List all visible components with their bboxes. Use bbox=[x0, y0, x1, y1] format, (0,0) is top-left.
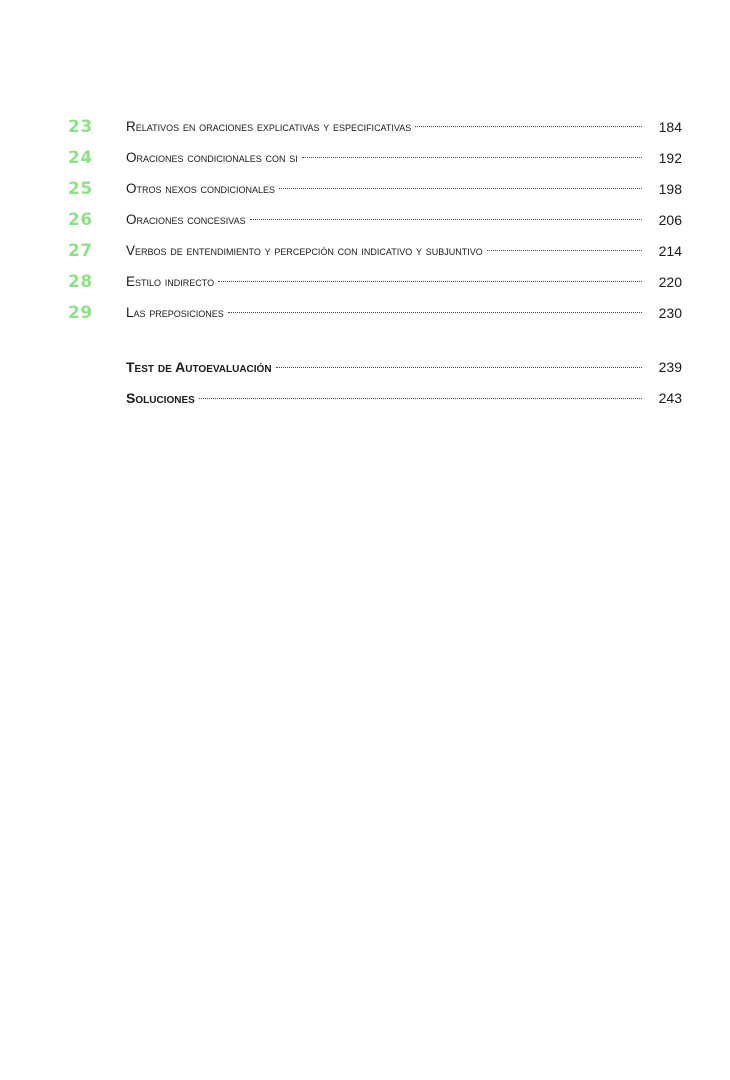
page-number: 243 bbox=[658, 390, 682, 406]
chapter-title: Relativos en oraciones explicativas y especificativas bbox=[126, 119, 412, 134]
dot-leader bbox=[302, 157, 642, 158]
chapter-number: 27 bbox=[68, 241, 93, 261]
chapter-number: 24 bbox=[68, 148, 93, 168]
chapter-title: Oraciones condicionales con si bbox=[126, 150, 298, 165]
toc-entry-25[interactable] bbox=[0, 177, 730, 201]
section-title: Soluciones bbox=[126, 390, 195, 406]
toc-entry-line bbox=[126, 146, 642, 170]
chapter-number: 23 bbox=[68, 117, 93, 137]
toc-entry-27[interactable] bbox=[0, 239, 730, 263]
toc-entry-line bbox=[126, 115, 642, 139]
toc-entry-28[interactable] bbox=[0, 270, 730, 294]
dot-leader bbox=[487, 250, 642, 251]
dot-leader bbox=[250, 219, 642, 220]
chapter-title: Oraciones concesivas bbox=[126, 212, 246, 227]
toc-entry-line bbox=[126, 270, 642, 294]
toc-entry-line bbox=[126, 355, 642, 379]
chapter-number: 26 bbox=[68, 210, 93, 230]
dot-leader bbox=[276, 367, 642, 368]
chapter-title: Las preposiciones bbox=[126, 305, 224, 320]
chapter-title: Estilo indirecto bbox=[126, 274, 215, 289]
dot-leader bbox=[218, 281, 642, 282]
toc-entry-24[interactable] bbox=[0, 146, 730, 170]
page-number: 184 bbox=[658, 119, 682, 135]
dot-leader bbox=[199, 398, 642, 399]
chapter-number: 28 bbox=[68, 272, 93, 292]
toc-entry-line bbox=[126, 208, 642, 232]
toc-entry-line bbox=[126, 177, 642, 201]
toc-entry-line bbox=[126, 239, 642, 263]
dot-leader bbox=[228, 312, 642, 313]
page-number: 220 bbox=[658, 274, 682, 290]
page-number: 214 bbox=[658, 243, 682, 259]
toc-entry-soluciones[interactable] bbox=[0, 386, 730, 410]
chapter-number: 29 bbox=[68, 303, 93, 323]
page-number: 198 bbox=[658, 181, 682, 197]
page-number: 239 bbox=[658, 359, 682, 375]
chapter-number: 25 bbox=[68, 179, 93, 199]
chapter-title: Otros nexos condicionales bbox=[126, 181, 276, 196]
toc-entry-29[interactable] bbox=[0, 301, 730, 325]
page-number: 206 bbox=[658, 212, 682, 228]
toc-entry-line bbox=[126, 386, 642, 410]
toc-entry-test[interactable] bbox=[0, 355, 730, 379]
section-title: Test de Autoevaluación bbox=[126, 359, 272, 375]
page-number: 230 bbox=[658, 305, 682, 321]
dot-leader bbox=[279, 188, 642, 189]
toc-entry-line bbox=[126, 301, 642, 325]
page-number: 192 bbox=[658, 150, 682, 166]
dot-leader bbox=[415, 126, 642, 127]
toc-entry-23[interactable] bbox=[0, 115, 730, 139]
chapter-title: Verbos de entendimiento y percepción con indicativo y subjuntivo bbox=[126, 243, 483, 258]
toc-entry-26[interactable] bbox=[0, 208, 730, 232]
